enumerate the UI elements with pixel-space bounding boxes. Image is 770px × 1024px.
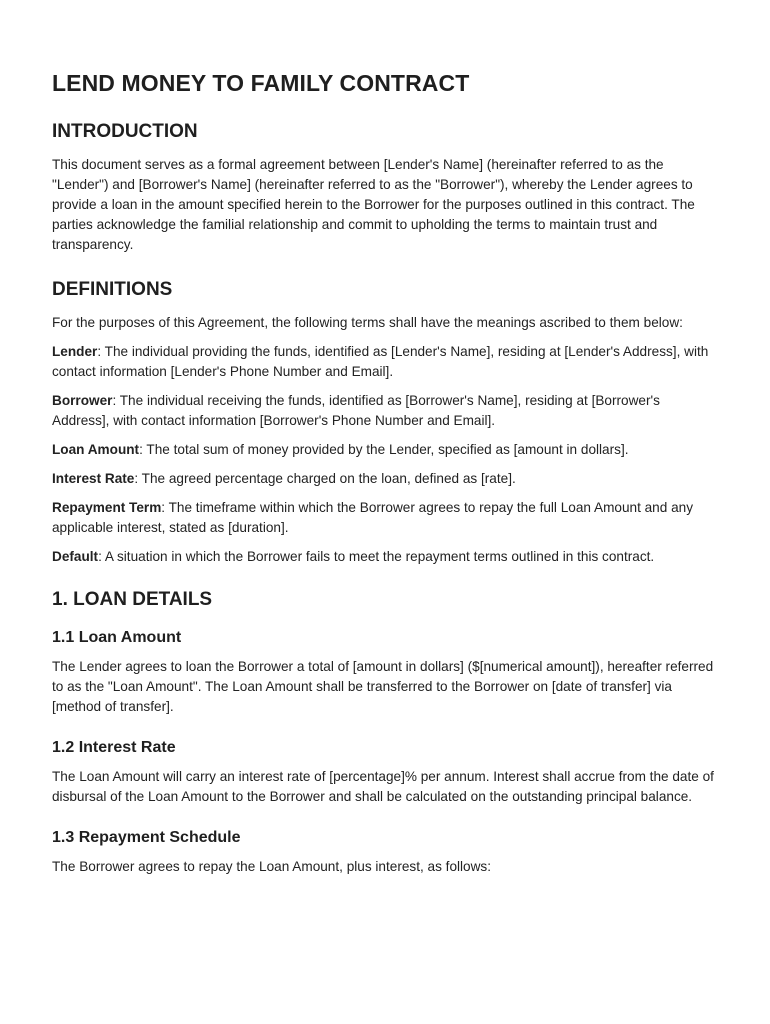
definition-interest-rate xyxy=(52,469,718,489)
introduction-text: This document serves as a formal agreement between [Lender's Name] (hereinafter referred to as the "Lender") and [Borrower's Name] (hereinafter referred to as the "Borrower"), whereby the Lender agrees to provide a loan in the amount specified herein to the Borrower for the purposes outlined in this contract. The parties acknowledge the familial relationship and commit to upholding the terms to maintain trust and transparency. xyxy=(52,157,695,252)
loan-amount-text: The Lender agrees to loan the Borrower a total of [amount in dollars] ($[numerical amount]), hereafter referred to as the "Loan Amount". The Loan Amount shall be transferred to the Borrower on [date of transfer] via [method of transfer]. xyxy=(52,659,714,714)
definition-term: Default xyxy=(52,549,99,564)
definition-text: : The individual providing the funds, identified as [Lender's Name], residing at [Lender's Address], with contact information [Lender's Phone Number and Email]. xyxy=(52,344,709,379)
interest-rate-text: The Loan Amount will carry an interest rate of [percentage]% per annum. Interest shall accrue from the date of disbursal of the Loan Amount to the Borrower and shall be calculated on the outstanding principal balance. xyxy=(52,769,714,804)
introduction-heading: INTRODUCTION xyxy=(52,121,198,142)
definition-term: Repayment Term xyxy=(52,500,162,515)
definition-term: Loan Amount xyxy=(52,442,140,457)
definition-loan-amount xyxy=(52,440,718,460)
definition-text: : The individual receiving the funds, identified as [Borrower's Name], residing at [Borrower's Address], with contact information [Borrower's Phone Number and Email]. xyxy=(52,393,660,428)
definition-repayment-term xyxy=(52,498,718,538)
interest-rate-heading: 1.2 Interest Rate xyxy=(52,739,176,756)
document-title: LEND MONEY TO FAMILY CONTRACT xyxy=(52,70,470,96)
definition-text: : The total sum of money provided by the Lender, specified as [amount in dollars]. xyxy=(139,442,629,457)
definition-borrower xyxy=(52,391,718,431)
loan-amount-subsection xyxy=(52,629,718,717)
definition-term: Lender xyxy=(52,344,98,359)
definition-text: : The agreed percentage charged on the loan, defined as [rate]. xyxy=(134,471,516,486)
definitions-section xyxy=(52,279,718,567)
definition-default xyxy=(52,547,718,567)
definition-text: : The timeframe within which the Borrower agrees to repay the full Loan Amount and any applicable interest, stated as [duration]. xyxy=(52,500,693,535)
repayment-schedule-subsection xyxy=(52,829,718,877)
loan-details-section xyxy=(52,589,718,877)
definition-lender xyxy=(52,342,718,382)
definition-term: Borrower xyxy=(52,393,113,408)
introduction-section xyxy=(52,121,718,255)
definition-term: Interest Rate xyxy=(52,471,135,486)
repayment-schedule-heading: 1.3 Repayment Schedule xyxy=(52,829,241,846)
definitions-intro: For the purposes of this Agreement, the following terms shall have the meanings ascribed to them below: xyxy=(52,315,683,330)
interest-rate-subsection xyxy=(52,739,718,807)
loan-details-heading: 1. LOAN DETAILS xyxy=(52,589,213,610)
definition-text: : A situation in which the Borrower fails to meet the repayment terms outlined in this contract. xyxy=(98,549,655,564)
definitions-heading: DEFINITIONS xyxy=(52,279,173,300)
loan-amount-heading: 1.1 Loan Amount xyxy=(52,629,182,646)
repayment-schedule-text: The Borrower agrees to repay the Loan Amount, plus interest, as follows: xyxy=(52,859,492,874)
